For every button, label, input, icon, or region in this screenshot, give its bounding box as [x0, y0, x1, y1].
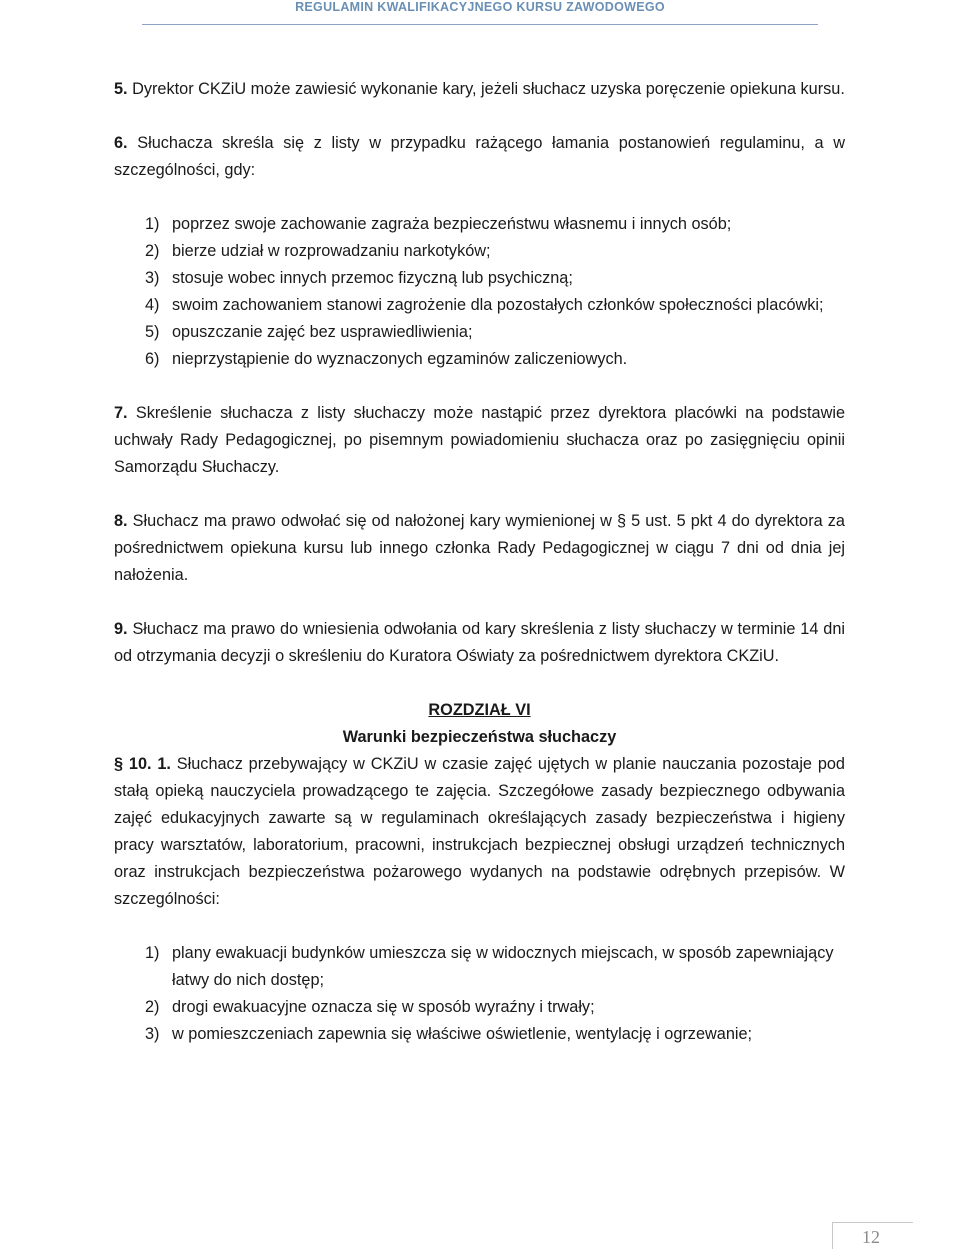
list-text: w pomieszczeniach zapewnia się właściwe oświetlenie, wentylację i ogrzewanie; [172, 1025, 753, 1043]
list-item [114, 211, 845, 238]
list-index: 6) [145, 350, 160, 368]
page-body [114, 76, 845, 1048]
paragraph-9 [114, 616, 845, 670]
list-text: plany ewakuacji budynków umieszcza się w widocznych miejscach, w sposób zapewniający łatwy do nich dostęp; [172, 944, 834, 989]
list-item [114, 238, 845, 265]
list-index: 3) [145, 269, 160, 287]
list-item [114, 994, 845, 1021]
list-text: drogi ewakuacyjne oznacza się w sposób wyraźny i trwały; [172, 998, 595, 1016]
list-text: opuszczanie zajęć bez usprawiedliwienia; [172, 323, 473, 341]
paragraph-number: 8. [114, 512, 128, 530]
running-header: REGULAMIN KWALIFIKACYJNEGO KURSU ZAWODOWEGO [295, 0, 665, 14]
paragraph-number: 5. [114, 80, 128, 98]
page-number: 12 [862, 1227, 880, 1247]
list-index: 4) [145, 296, 160, 314]
removal-reasons-list [114, 211, 845, 373]
paragraph-text: Skreślenie słuchacza z listy słuchaczy może nastąpić przez dyrektora placówki na podstawie uchwały Rady Pedagogicznej, po pisemnym powiadomieniu słuchacza oraz po zasięgnięciu opinii Samorządu Słuchaczy. [114, 404, 845, 476]
paragraph-number: § 10. 1. [114, 755, 171, 773]
paragraph-text: Słuchacz przebywający w CKZiU w czasie zajęć ujętych w planie nauczania pozostaje pod stałą opieką nauczyciela prowadzącego te zajęcia. Szczegółowe zasady bezpiecznego odbywania zajęć edukacyjnych zawarte są w regulaminach określających zasady bezpieczeństwa i higieny pracy warsztatów, laboratorium, pracowni, instrukcjach bezpiecznej obsługi urządzeń technicznych oraz instrukcjach bezpieczeństwa pożarowego wydanych na podstawie odrębnych przepisów. W szczególności: [114, 755, 845, 908]
paragraph-number: 6. [114, 134, 128, 152]
list-index: 3) [145, 1025, 160, 1043]
list-item [114, 319, 845, 346]
paragraph-text: Słuchacz ma prawo odwołać się od nałożonej kary wymienionej w § 5 ust. 5 pkt 4 do dyrektora za pośrednictwem opiekuna kursu lub innego członka Rady Pedagogicznej w ciągu 7 dni od dnia jej nałożenia. [114, 512, 845, 584]
list-item [114, 292, 845, 319]
paragraph-7 [114, 400, 845, 481]
paragraph-text: Dyrektor CKZiU może zawiesić wykonanie kary, jeżeli słuchacz uzyska poręczenie opiekuna kursu. [127, 80, 845, 98]
list-item [114, 1021, 845, 1048]
paragraph-5 [114, 76, 845, 103]
list-text: stosuje wobec innych przemoc fizyczną lub psychiczną; [172, 269, 573, 287]
paragraph-text: Słuchacz ma prawo do wniesienia odwołania od kary skreślenia z listy słuchaczy w terminie 14 dni od otrzymania decyzji o skreśleniu do Kuratora Oświaty za pośrednictwem dyrektora CKZiU. [114, 620, 845, 665]
chapter-subtitle: Warunki bezpieczeństwa słuchaczy [342, 728, 617, 746]
list-index: 2) [145, 998, 160, 1016]
list-text: poprzez swoje zachowanie zagraża bezpieczeństwu własnemu i innych osób; [172, 215, 732, 233]
list-item [114, 940, 845, 994]
list-index: 5) [145, 323, 160, 341]
paragraph-6 [114, 130, 845, 184]
chapter-title: ROZDZIAŁ VI [428, 701, 531, 719]
list-index: 1) [145, 215, 160, 233]
list-text: nieprzystąpienie do wyznaczonych egzaminów zaliczeniowych. [172, 350, 628, 368]
list-text: swoim zachowaniem stanowi zagrożenie dla pozostałych członków społeczności placówki; [172, 296, 824, 314]
paragraph-number: 7. [114, 404, 128, 422]
header-divider [142, 24, 818, 25]
paragraph-text: Słuchacza skreśla się z listy w przypadku rażącego łamania postanowień regulaminu, a w szczególności, gdy: [114, 134, 845, 179]
list-index: 2) [145, 242, 160, 260]
safety-rules-list [114, 940, 845, 1048]
list-index: 1) [145, 944, 160, 962]
paragraph-number: 9. [114, 620, 128, 638]
paragraph-8 [114, 508, 845, 589]
list-item [114, 346, 845, 373]
list-item [114, 265, 845, 292]
list-text: bierze udział w rozprowadzaniu narkotyków; [172, 242, 491, 260]
paragraph-10 [114, 751, 845, 913]
